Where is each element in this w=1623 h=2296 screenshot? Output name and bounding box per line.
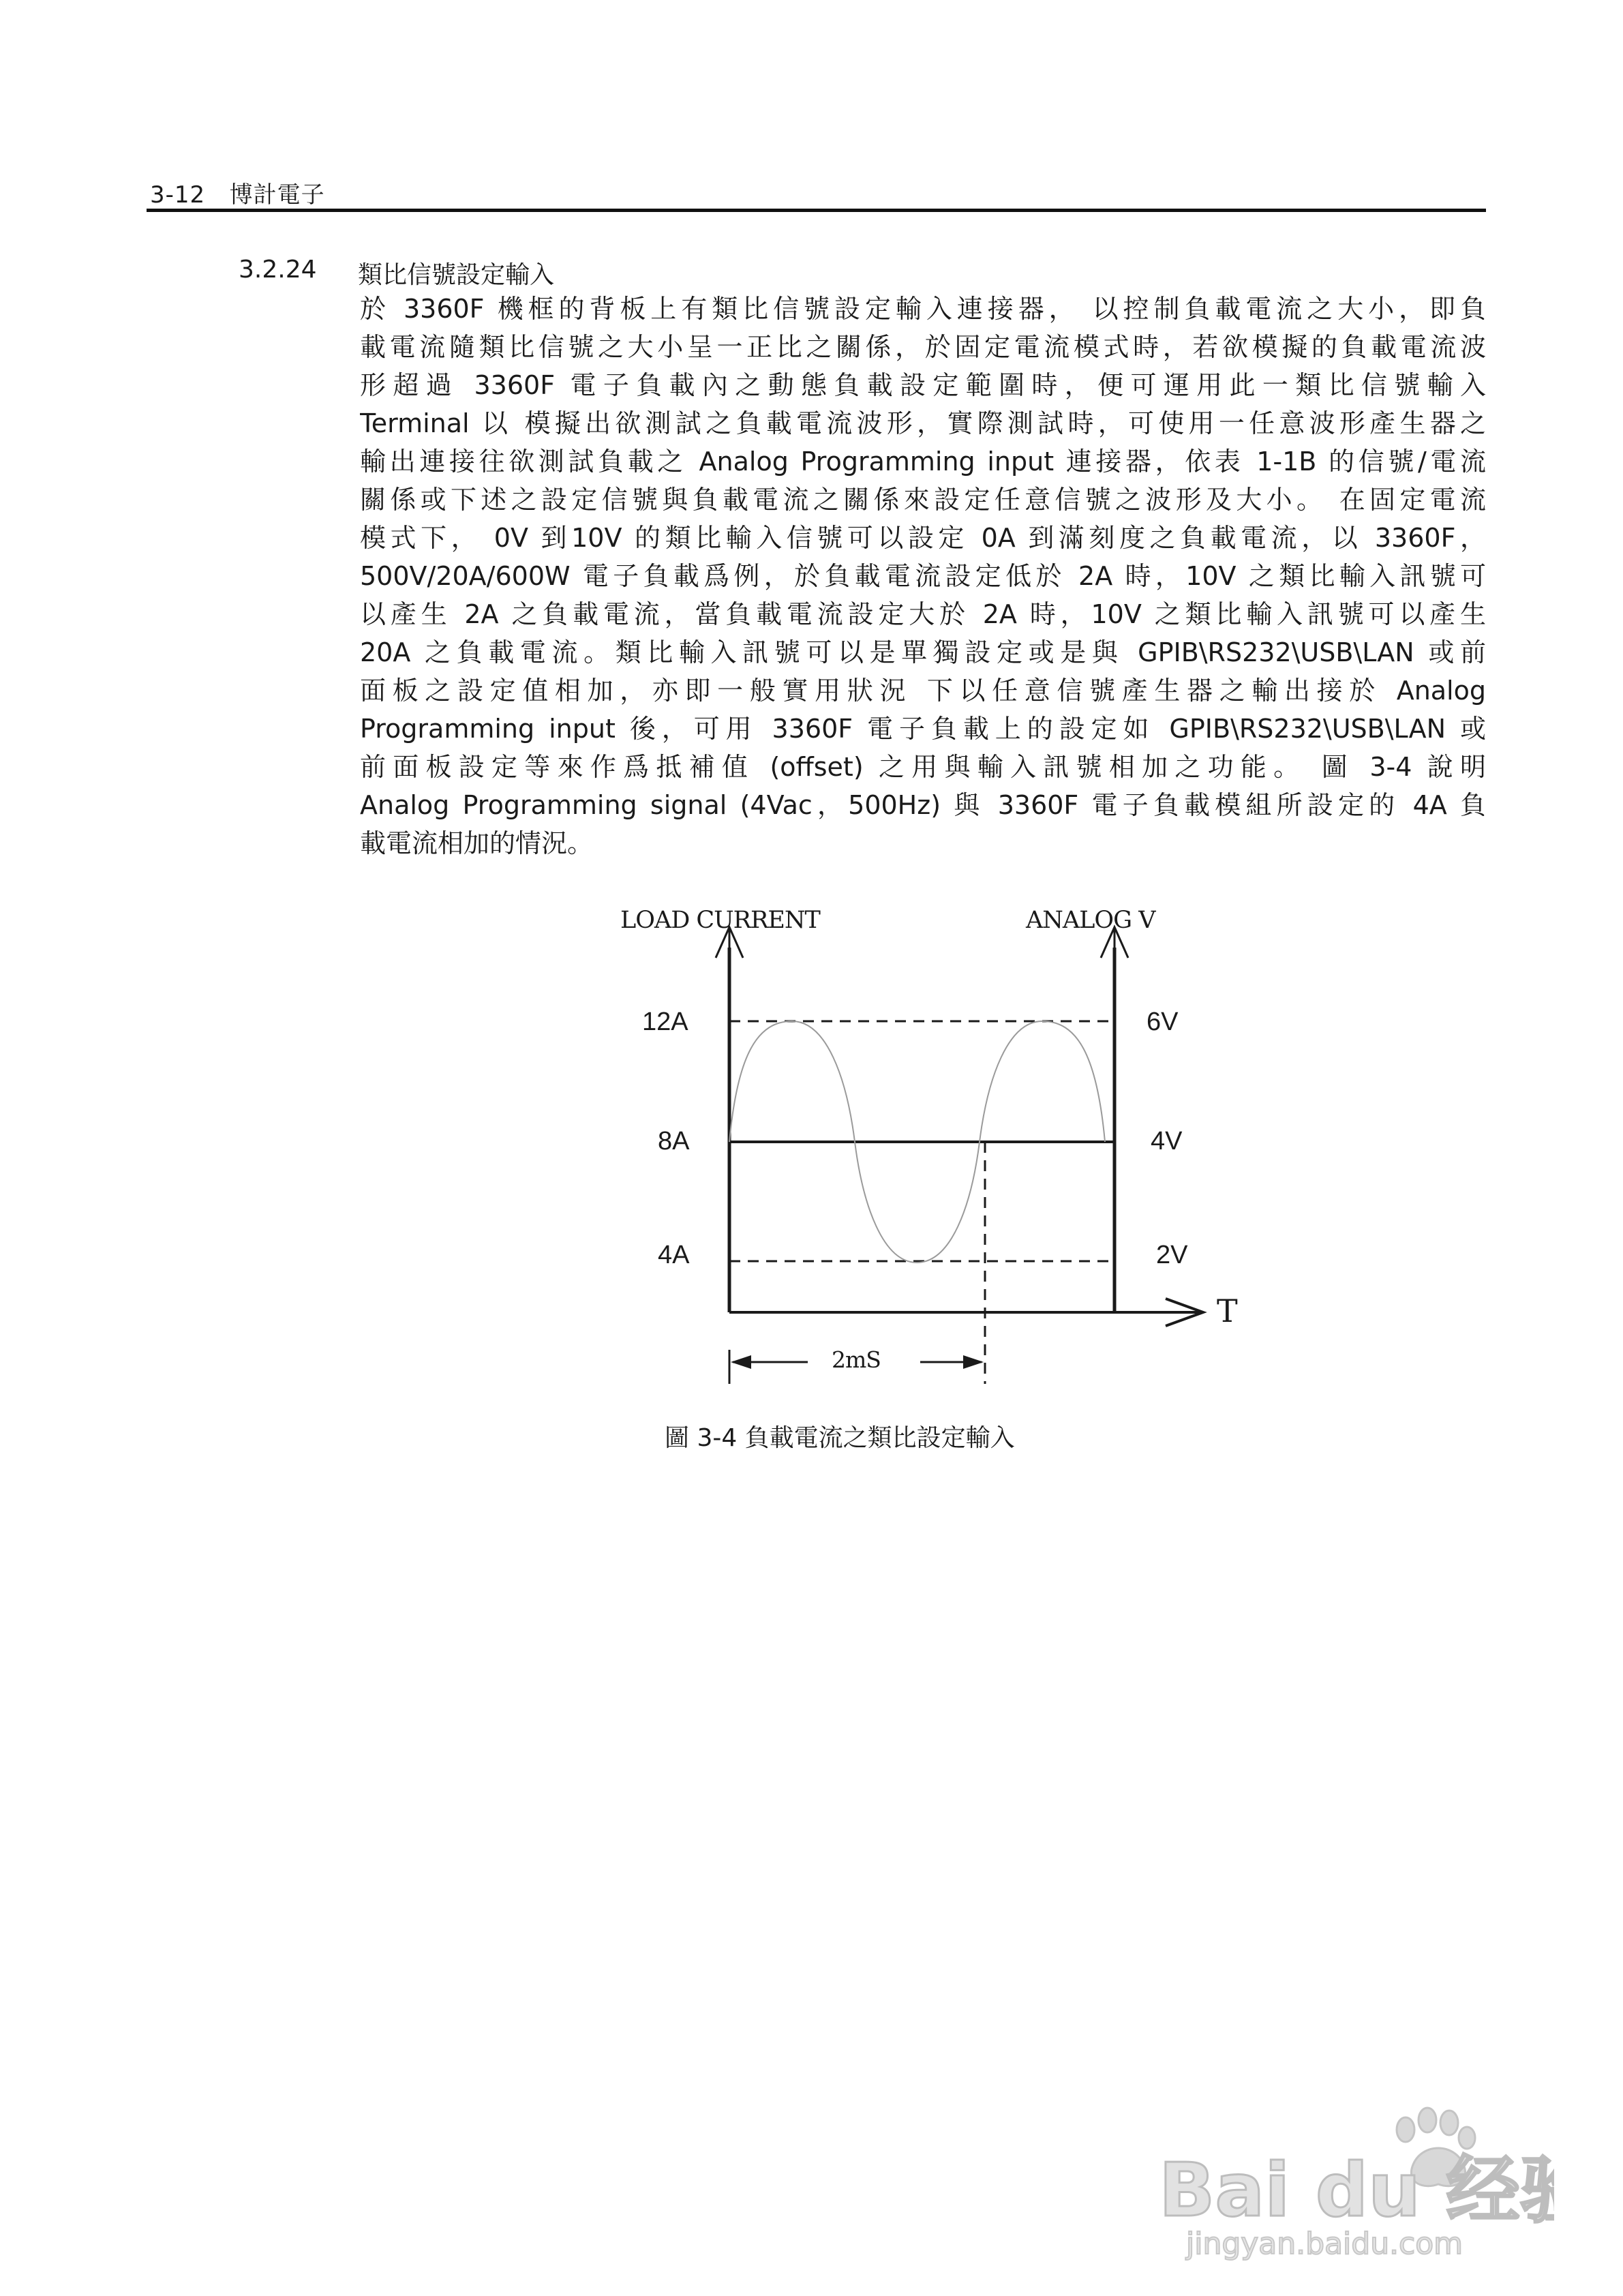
header-rule <box>147 209 1486 212</box>
right-tick-2v: 2V <box>1156 1241 1188 1269</box>
body-line: 以產生 2A 之負載電流，當負載電流設定大於 2A 時，10V 之類比輸入訊號可以產生 <box>360 599 1486 629</box>
body-line: 模式下， 0V 到10V 的類比輸入信號可以設定 0A 到滿刻度之負載電流，以 3360F， <box>360 523 1486 553</box>
body-line: 20A 之負載電流。類比輸入訊號可以是單獨設定或是與 GPIB\RS232\USB\LAN 或前 <box>360 637 1486 667</box>
left-tick-12a: 12A <box>642 1008 688 1036</box>
body-line: 面板之設定值相加，亦即一般實用狀況 下以任意信號產生器之輸出接於 Analog <box>360 676 1486 706</box>
figure-caption: 圖 3-4 負載電流之類比設定輸入 <box>665 1424 1015 1452</box>
watermark-url-text: jingyan.baidu.com <box>1186 2226 1463 2261</box>
right-tick-4v: 4V <box>1151 1127 1183 1155</box>
body-line: 前面板設定等來作爲抵補值 (offset) 之用與輸入訊號相加之功能。 圖 3-4 說明 <box>360 752 1486 782</box>
left-tick-4a: 4A <box>658 1241 690 1269</box>
baidu-watermark <box>1159 2100 1554 2263</box>
body-line: 形超過 3360F 電子負載內之動態負載設定範圍時，便可運用此一類比信號輸入 <box>360 370 1486 400</box>
right-axis-title: ANALOG V <box>1026 907 1155 934</box>
section-title: 類比信號設定輸入 <box>358 261 555 289</box>
page-header <box>147 175 1486 211</box>
period-arrowhead-right <box>963 1355 984 1369</box>
body-line: Analog Programming signal (4Vac，500Hz) 與 3360F 電子負載模組所設定的 4A 負 <box>360 790 1486 820</box>
body-line: Programming input 後，可用 3360F 電子負載上的設定如 GPIB\RS232\USB\LAN 或 <box>360 714 1486 744</box>
body-line: 載電流隨類比信號之大小呈一正比之關係，於固定電流模式時，若欲模擬的負載電流波 <box>360 332 1486 362</box>
body-line: 關係或下述之設定信號與負載電流之關係來設定任意信號之波形及大小。 在固定電流 <box>360 485 1486 515</box>
body-line: 500V/20A/600W 電子負載爲例，於負載電流設定低於 2A 時，10V 之類比輸入訊號可 <box>360 561 1486 591</box>
header-text <box>150 176 325 209</box>
page-label: 3-12 <box>150 181 206 209</box>
left-axis-title: LOAD CURRENT <box>620 907 820 934</box>
body-line: Terminal 以 模擬出欲測試之負載電流波形，實際測試時，可使用一任意波形產生器之 <box>360 408 1486 438</box>
company-name: 博計電子 <box>229 181 325 209</box>
left-tick-8a: 8A <box>658 1127 690 1155</box>
body-line: 於 3360F 機框的背板上有類比信號設定輸入連接器， 以控制負載電流之大小，即負 <box>360 294 1486 324</box>
period-arrowhead-left <box>731 1355 751 1369</box>
time-axis-label: T <box>1217 1293 1238 1329</box>
period-label: 2mS <box>832 1346 881 1373</box>
body-line: 輸出連接往欲測試負載之 Analog Programming input 連接器，依表 1-1B 的信號/電流 <box>360 447 1486 477</box>
figure-3-4 <box>579 907 1295 1452</box>
body-line: 載電流相加的情況。 <box>360 828 594 858</box>
body-paragraph <box>360 290 1486 862</box>
right-tick-6v: 6V <box>1147 1008 1179 1036</box>
section-number: 3.2.24 <box>239 256 317 284</box>
baidu-logo <box>1159 2100 1554 2263</box>
watermark-brand-text: Bai du 经验 <box>1159 2148 1554 2233</box>
